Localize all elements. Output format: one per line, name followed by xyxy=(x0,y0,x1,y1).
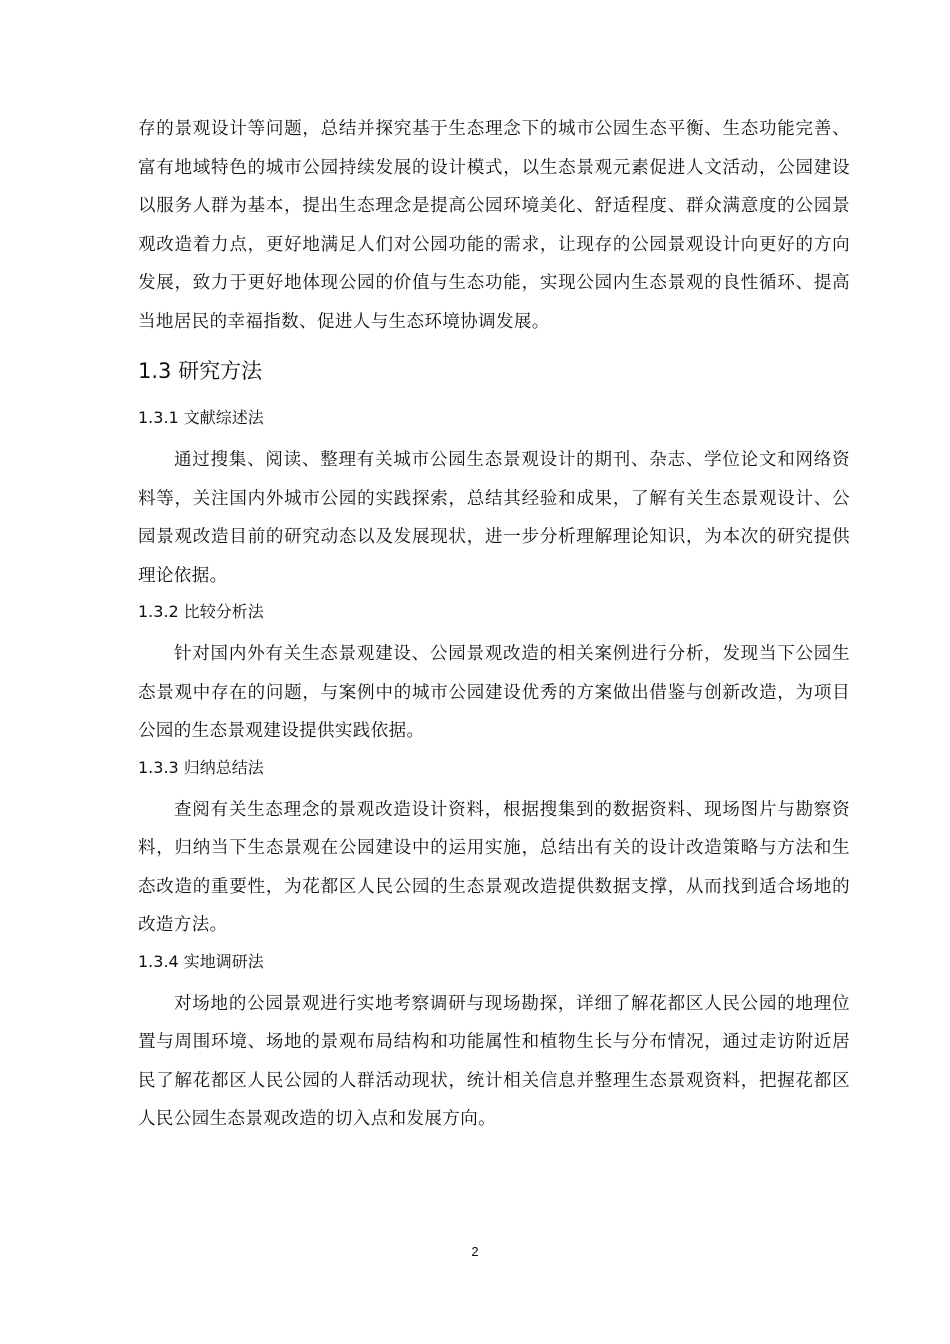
intro-paragraph: 存的景观设计等问题，总结并探究基于生态理念下的城市公园生态平衡、生态功能完善、富有地域特色的城市公园持续发展的设计模式，以生态景观元素促进人文活动，公园建设以服务人群为基本，提出生态理念是提高公园环境美化、舒适程度、群众满意度的公园景观改造着力点，更好地满足人们对公园功能的需求，让现存的公园景观设计向更好的方向发展，致力于更好地体现公园的价值与生态功能，实现公园内生态景观的良性循环、提高当地居民的幸福指数、促进人与生态环境协调发展。 xyxy=(138,119,850,332)
subsection-paragraph-1: 通过搜集、阅读、整理有关城市公园生态景观设计的期刊、杂志、学位论文和网络资料等，关注国内外城市公园的实践探索，总结其经验和成果，了解有关生态景观设计、公园景观改造目前的研究动态以及发展现状，进一步分析理解理论知识，为本次的研究提供理论依据。 xyxy=(138,450,850,586)
section-heading: 1.3 研究方法 xyxy=(138,359,263,383)
subsection-paragraph-3: 查阅有关生态理念的景观改造设计资料，根据搜集到的数据资料、现场图片与勘察资料，归纳当下生态景观在公园建设中的运用实施，总结出有关的设计改造策略与方法和生态改造的重要性，为花都区人民公园的生态景观改造提供数据支撑，从而找到适合场地的改造方法。 xyxy=(138,799,850,935)
subsection-paragraph-4: 对场地的公园景观进行实地考察调研与现场勘探，详细了解花都区人民公园的地理位置与周围环境、场地的景观布局结构和功能属性和植物生长与分布情况，通过走访附近居民了解花都区人民公园的人群活动现状，统计相关信息并整理生态景观资料，把握花都区人民公园生态景观改造的切入点和发展方向。 xyxy=(138,993,850,1129)
subsection-heading-1: 1.3.1 文献综述法 xyxy=(138,408,264,427)
page-content xyxy=(138,110,850,1139)
subsection-heading-3: 1.3.3 归纳总结法 xyxy=(138,757,264,777)
subsection-heading-2: 1.3.2 比较分析法 xyxy=(138,602,264,621)
subsection-heading-4: 1.3.4 实地调研法 xyxy=(138,951,264,971)
page-number: 2 xyxy=(471,1244,479,1259)
subsection-paragraph-2: 针对国内外有关生态景观建设、公园景观改造的相关案例进行分析，发现当下公园生态景观中存在的问题，与案例中的城市公园建设优秀的方案做出借鉴与创新改造，为项目公园的生态景观建设提供实践依据。 xyxy=(138,644,850,741)
